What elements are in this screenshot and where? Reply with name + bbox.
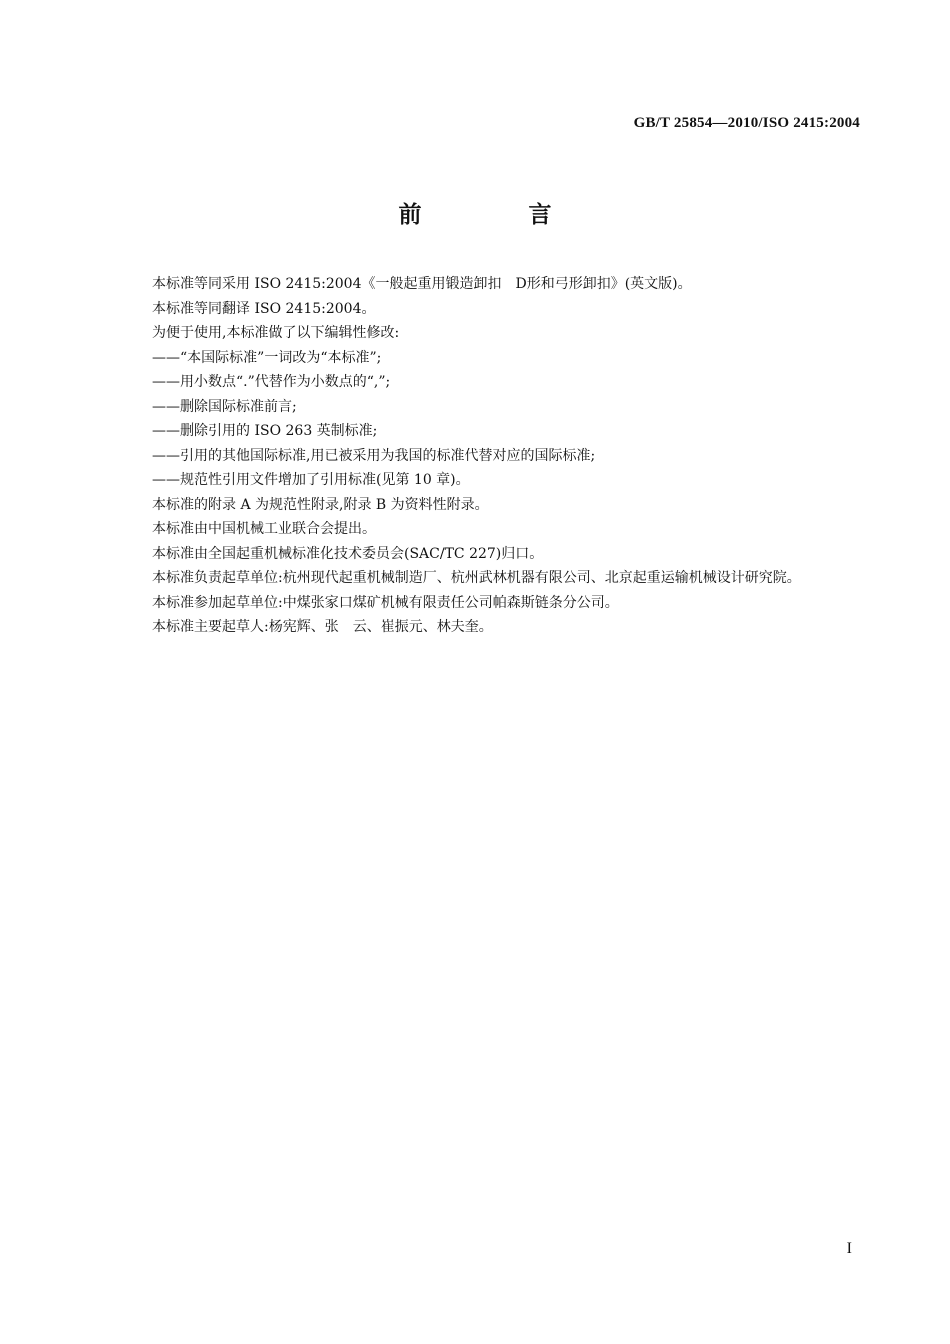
list-item-edit-iso263: ——删除引用的 ISO 263 英制标准; <box>152 423 378 439</box>
list-item-edit-normative: ——规范性引用文件增加了引用标准(见第 10 章)。 <box>152 472 470 488</box>
paragraph-participating-drafters: 本标准参加起草单位:中煤张家口煤矿机械有限责任公司帕森斯链条分公司。 <box>152 594 619 611</box>
list-item-edit-term: ——“本国际标准”一词改为“本标准”; <box>152 349 382 366</box>
list-item-edit-decimal: ——用小数点“.”代替作为小数点的“,”; <box>152 374 391 390</box>
paragraph-translation: 本标准等同翻译 ISO 2415:2004。 <box>152 300 376 317</box>
paragraph-edits-intro: 为便于使用,本标准做了以下编辑性修改: <box>152 325 400 341</box>
paragraph-annexes: 本标准的附录 A 为规范性附录,附录 B 为资料性附录。 <box>152 496 489 513</box>
paragraph-committee: 本标准由全国起重机械标准化技术委员会(SAC/TC 227)归口。 <box>152 545 544 562</box>
foreword-body <box>124 272 862 640</box>
list-item-edit-foreword: ——删除国际标准前言; <box>152 398 297 415</box>
paragraph-main-drafters: 本标准主要起草人:杨宪辉、张 云、崔振元、林夫奎。 <box>152 619 493 635</box>
page-number: I <box>846 1240 852 1257</box>
paragraph-proposer: 本标准由中国机械工业联合会提出。 <box>152 521 376 537</box>
list-item-edit-references: ——引用的其他国际标准,用已被采用为我国的标准代替对应的国际标准; <box>152 447 596 464</box>
paragraph-adoption: 本标准等同采用 ISO 2415:2004《一般起重用锻造卸扣 D形和弓形卸扣》(英文版)。 <box>152 276 692 292</box>
standard-number-header: GB/T 25854—2010/ISO 2415:2004 <box>633 115 860 131</box>
paragraph-lead-drafters: 本标准负责起草单位:杭州现代起重机械制造厂、杭州武林机器有限公司、北京起重运输机械设计研究院。 <box>152 570 801 586</box>
page-title: 前 言 <box>398 202 594 228</box>
